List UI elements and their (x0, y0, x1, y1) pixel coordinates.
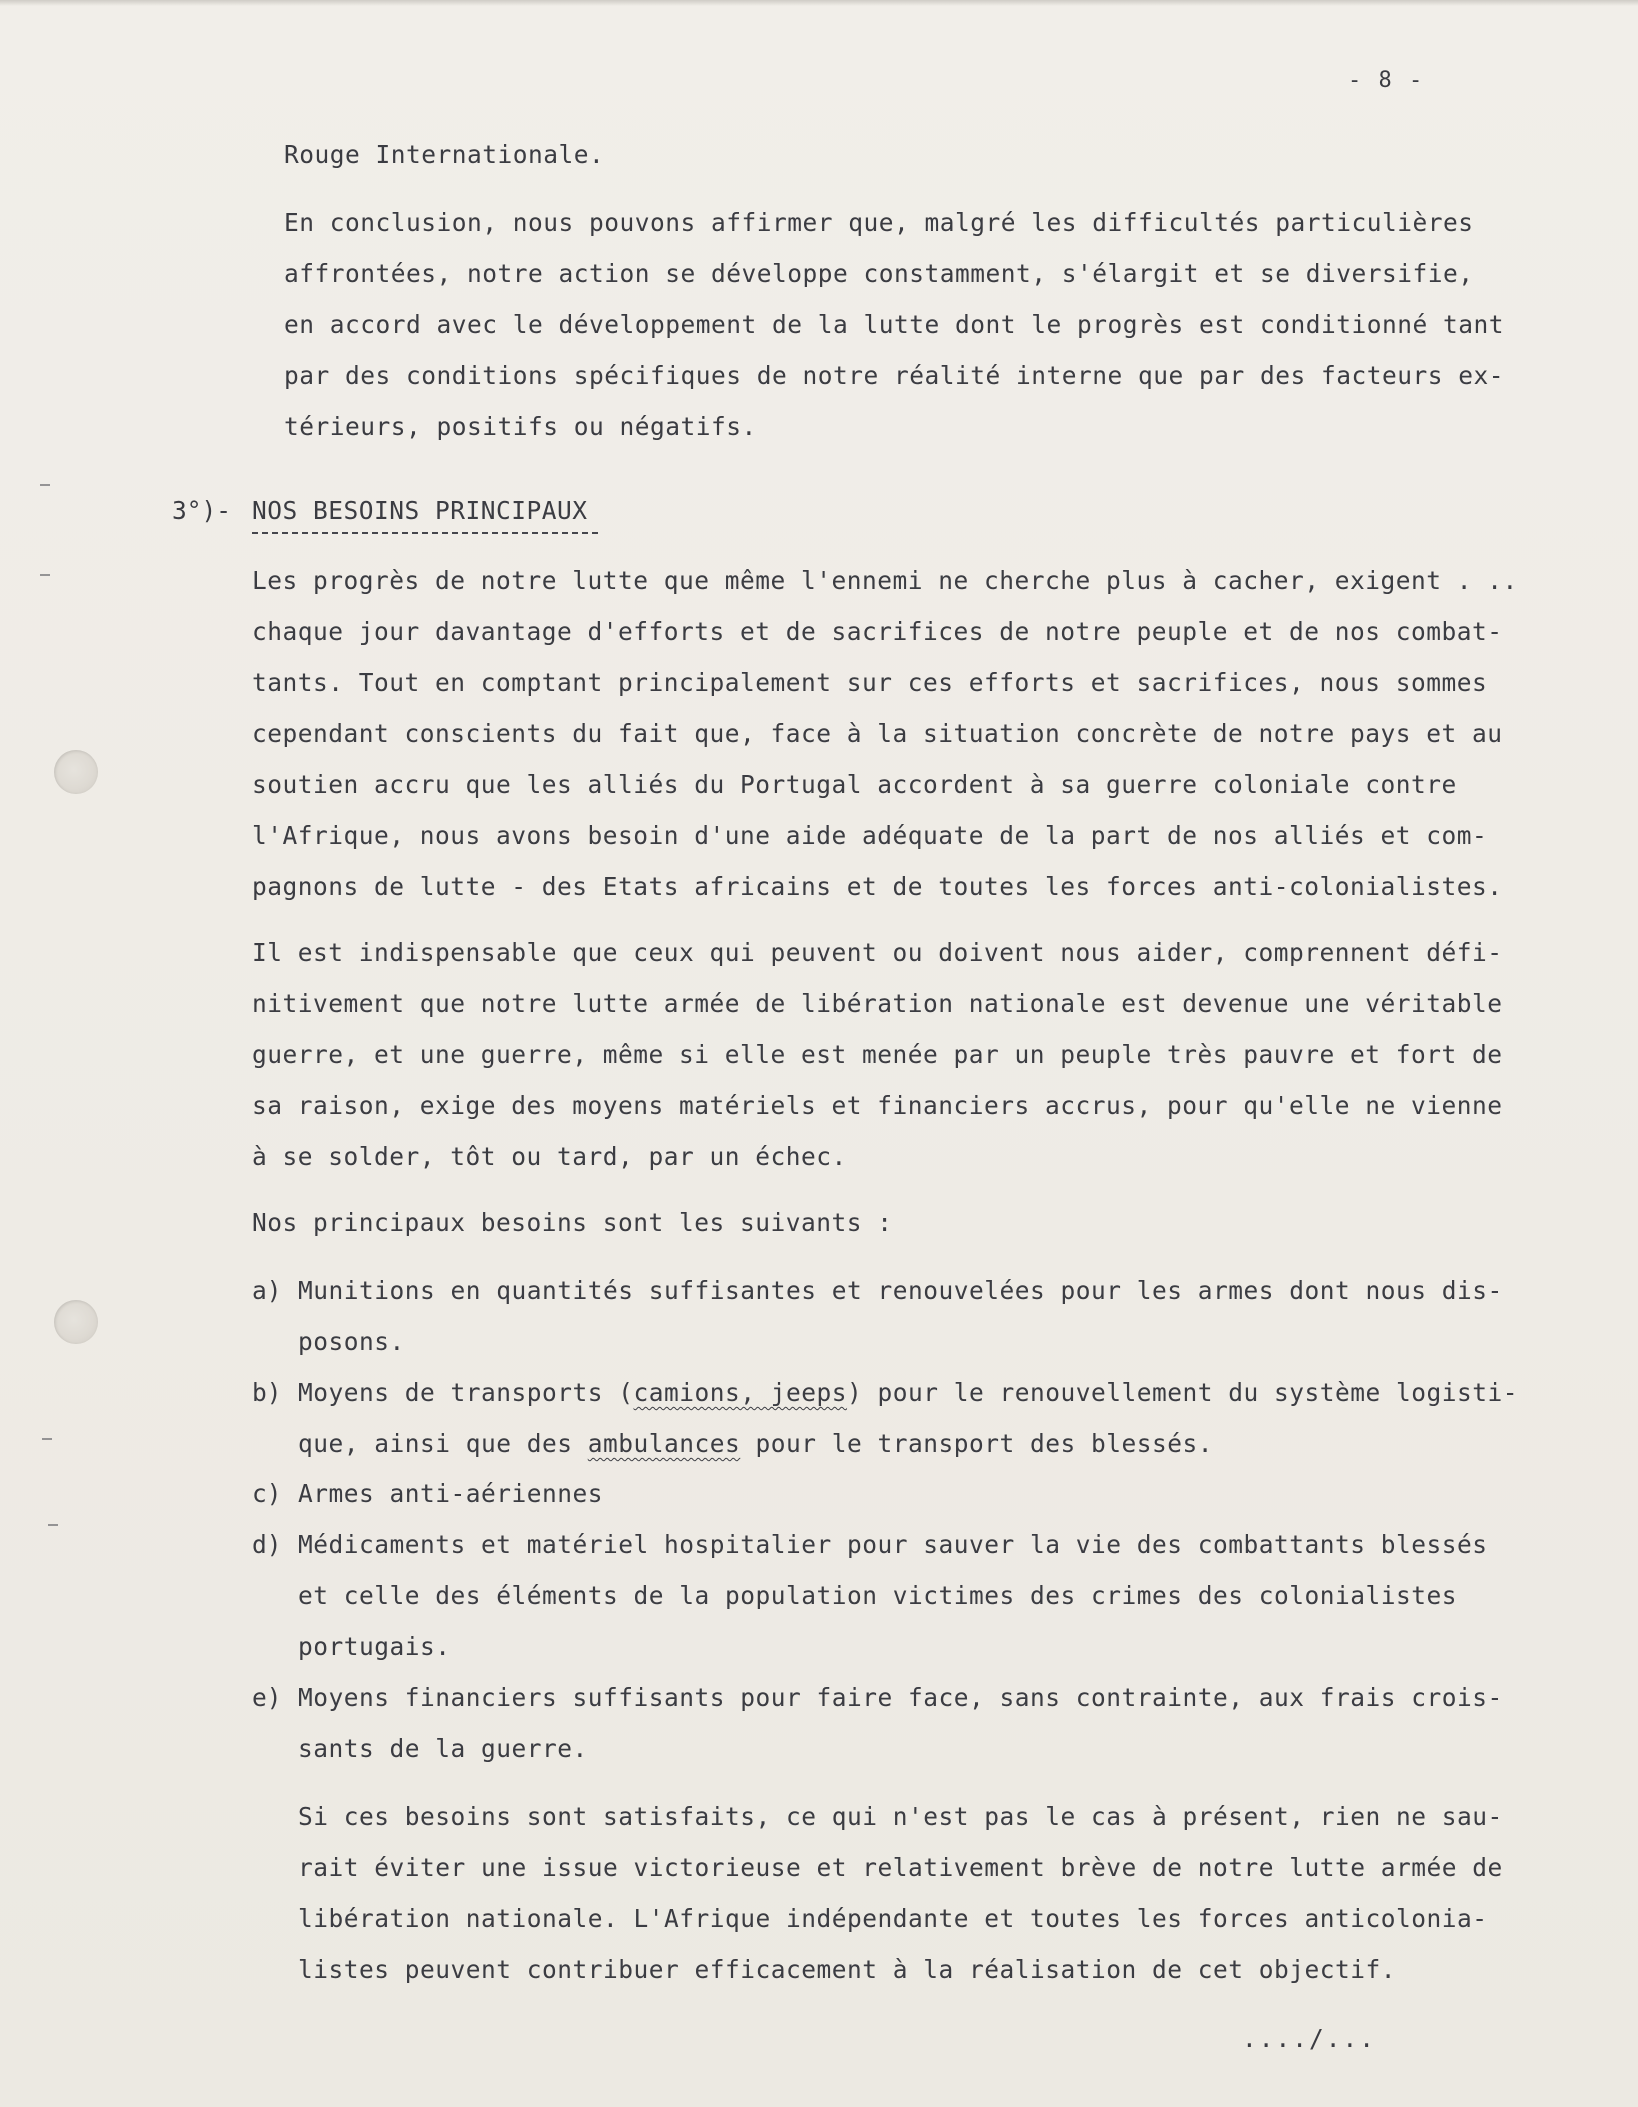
conclusion-line: térieurs, positifs ou négatifs. (284, 412, 757, 441)
paragraph-line: l'Afrique, nous avons besoin d'une aide adéquate de la part de nos alliés et com- (252, 821, 1488, 850)
margin-tick (40, 484, 50, 486)
list-label: c) (252, 1479, 282, 1508)
paragraph-line: Les progrès de notre lutte que même l'ennemi ne cherche plus à cacher, exigent . .. (252, 566, 1518, 595)
paragraph-line: chaque jour davantage d'efforts et de sacrifices de notre peuple et de nos combat- (252, 617, 1503, 646)
conclusion-line: affrontées, notre action se développe constamment, s'élargit et se diversifie, (284, 259, 1474, 288)
needs-intro: Nos principaux besoins sont les suivants : (252, 1208, 893, 1237)
list-item-line: Médicaments et matériel hospitalier pour sauver la vie des combattants blessés (298, 1530, 1488, 1559)
intro-line: Rouge Internationale. (284, 140, 605, 169)
section-title: NOS BESOINS PRINCIPAUX (252, 496, 588, 525)
list-item-line: Munitions en quantités suffisantes et renouvelées pour les armes dont nous dis- (298, 1276, 1503, 1305)
section-number: 3°)- (172, 496, 232, 525)
paragraph-line: pagnons de lutte - des Etats africains et de toutes les forces anti-colonialistes. (252, 872, 1503, 901)
list-item-line (298, 1427, 1213, 1461)
paragraph-line: sa raison, exige des moyens matériels et financiers accrus, pour qu'elle ne vienne (252, 1091, 1503, 1120)
text-segment: ) pour le renouvellement du système logisti- (847, 1378, 1519, 1407)
list-label: a) (252, 1276, 282, 1305)
punch-hole-upper (54, 750, 98, 794)
list-item-line: sants de la guerre. (298, 1734, 588, 1763)
continuation-marker: ..../... (1242, 2024, 1377, 2053)
paragraph-line: nitivement que notre lutte armée de libération nationale est devenue une véritable (252, 989, 1503, 1018)
section-title-underline (252, 532, 598, 534)
list-item-line (298, 1376, 1518, 1410)
closing-line: Si ces besoins sont satisfaits, ce qui n'est pas le cas à présent, rien ne sau- (298, 1802, 1503, 1831)
margin-tick (48, 1524, 58, 1526)
paragraph-line: cependant conscients du fait que, face à la situation concrète de notre pays et au (252, 719, 1503, 748)
conclusion-line: par des conditions spécifiques de notre réalité interne que par des facteurs ex- (284, 361, 1505, 390)
list-label: e) (252, 1683, 282, 1712)
conclusion-line: en accord avec le développement de la lutte dont le progrès est conditionné tant (284, 310, 1505, 339)
list-item-line: posons. (298, 1327, 405, 1356)
closing-line: rait éviter une issue victorieuse et relativement brève de notre lutte armée de (298, 1853, 1503, 1882)
text-segment: que, ainsi que des (298, 1429, 588, 1458)
list-item-line: Moyens financiers suffisants pour faire face, sans contrainte, aux frais crois- (298, 1683, 1503, 1712)
page-top-edge (0, 0, 1638, 6)
margin-tick (40, 574, 50, 576)
paragraph-line: soutien accru que les alliés du Portugal accordent à sa guerre coloniale contre (252, 770, 1457, 799)
list-item-line: portugais. (298, 1632, 451, 1661)
list-item-line: et celle des éléments de la population victimes des crimes des colonialistes (298, 1581, 1458, 1610)
paragraph-line: tants. Tout en comptant principalement sur ces efforts et sacrifices, nous sommes (252, 668, 1488, 697)
text-segment: pour le transport des blessés. (740, 1429, 1214, 1458)
paragraph-line: guerre, et une guerre, même si elle est menée par un peuple très pauvre et fort de (252, 1040, 1503, 1069)
underlined-words: camions, jeeps (633, 1378, 848, 1407)
punch-hole-lower (54, 1300, 98, 1344)
closing-line: listes peuvent contribuer efficacement à la réalisation de cet objectif. (298, 1955, 1397, 1984)
list-label: b) (252, 1378, 282, 1407)
paragraph-line: Il est indispensable que ceux qui peuvent ou doivent nous aider, comprennent défi- (252, 938, 1503, 967)
margin-tick (42, 1438, 52, 1440)
underlined-words: ambulances (587, 1429, 741, 1458)
closing-line: libération nationale. L'Afrique indépendante et toutes les forces anticolonia- (298, 1904, 1488, 1933)
page-number: - 8 - (1348, 68, 1425, 93)
list-item-line: Armes anti-aériennes (298, 1479, 604, 1508)
list-label: d) (252, 1530, 282, 1559)
conclusion-line: En conclusion, nous pouvons affirmer que, malgré les difficultés particulières (284, 208, 1474, 237)
text-segment: Moyens de transports ( (298, 1378, 634, 1407)
paragraph-line: à se solder, tôt ou tard, par un échec. (252, 1142, 847, 1171)
